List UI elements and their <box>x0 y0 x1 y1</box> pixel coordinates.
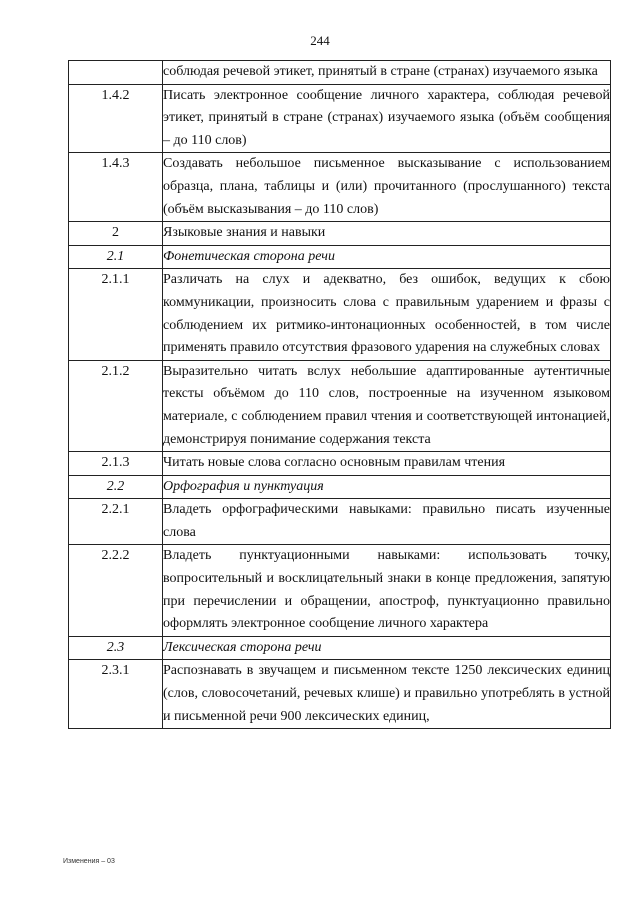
row-number-cell: 2.1.1 <box>69 269 163 360</box>
row-text-cell: Владеть орфографическими навыками: правильно писать изученные слова <box>163 499 611 545</box>
table-row <box>69 153 611 222</box>
row-text-cell: Различать на слух и адекватно, без ошибок, ведущих к сбою коммуникации, произносить слова с правильным ударением и фразы с соблюдением их ритмико-интонационных особенностей, в том числе применять правило отсутствия фразового ударения на служебных словах <box>163 269 611 360</box>
row-text-cell: Лексическая сторона речи <box>163 636 611 660</box>
table-row <box>69 499 611 545</box>
row-number-cell: 1.4.2 <box>69 84 163 153</box>
table-row <box>69 475 611 499</box>
row-text-cell: Писать электронное сообщение личного характера, соблюдая речевой этикет, принятый в стране (странах) изучаемого языка (объём сообщения – до 110 слов) <box>163 84 611 153</box>
row-text-cell: Распознавать в звучащем и письменном тексте 1250 лексических единиц (слов, словосочетаний, речевых клише) и правильно употреблять в устной и письменной речи 900 лексических единиц, <box>163 660 611 729</box>
row-text-cell: Создавать небольшое письменное высказывание с использованием образца, плана, таблицы и (или) прочитанного (прослушанного) текста (объём высказывания – до 110 слов) <box>163 153 611 222</box>
table-row <box>69 452 611 476</box>
footer-note: Изменения – 03 <box>63 858 115 865</box>
row-number-cell: 2 <box>69 222 163 246</box>
table-row <box>69 636 611 660</box>
row-number-cell: 2.3.1 <box>69 660 163 729</box>
row-number-cell: 2.2 <box>69 475 163 499</box>
row-text-cell: Языковые знания и навыки <box>163 222 611 246</box>
row-number-cell: 2.2.1 <box>69 499 163 545</box>
row-number-cell <box>69 61 163 85</box>
row-text-cell: Владеть пунктуационными навыками: использовать точку, вопросительный и восклицательный знаки в конце предложения, запятую при перечислении и обращении, апостроф, пунктуационно правильно оформлять электронное сообщение личного характера <box>163 545 611 636</box>
row-number-cell: 2.1.3 <box>69 452 163 476</box>
row-text-cell: Читать новые слова согласно основным правилам чтения <box>163 452 611 476</box>
table-row <box>69 245 611 269</box>
table-row <box>69 545 611 636</box>
row-text-cell: Выразительно читать вслух небольшие адаптированные аутентичные тексты объёмом до 110 слов, построенные на изученном языковом материале, с соблюдением правил чтения и соответствующей интонацией, демонстрируя понимание содержания текста <box>163 360 611 451</box>
table-row <box>69 222 611 246</box>
row-text-cell: соблюдая речевой этикет, принятый в стране (странах) изучаемого языка <box>163 61 611 85</box>
requirements-table-body <box>69 61 611 729</box>
table-row <box>69 269 611 360</box>
table-row <box>69 84 611 153</box>
row-number-cell: 2.2.2 <box>69 545 163 636</box>
table-row <box>69 61 611 85</box>
row-text-cell: Фонетическая сторона речи <box>163 245 611 269</box>
row-text-cell: Орфография и пунктуация <box>163 475 611 499</box>
requirements-table <box>68 60 611 729</box>
row-number-cell: 1.4.3 <box>69 153 163 222</box>
table-row <box>69 660 611 729</box>
table-row <box>69 360 611 451</box>
row-number-cell: 2.3 <box>69 636 163 660</box>
page-number: 244 <box>310 33 330 48</box>
row-number-cell: 2.1 <box>69 245 163 269</box>
row-number-cell: 2.1.2 <box>69 360 163 451</box>
